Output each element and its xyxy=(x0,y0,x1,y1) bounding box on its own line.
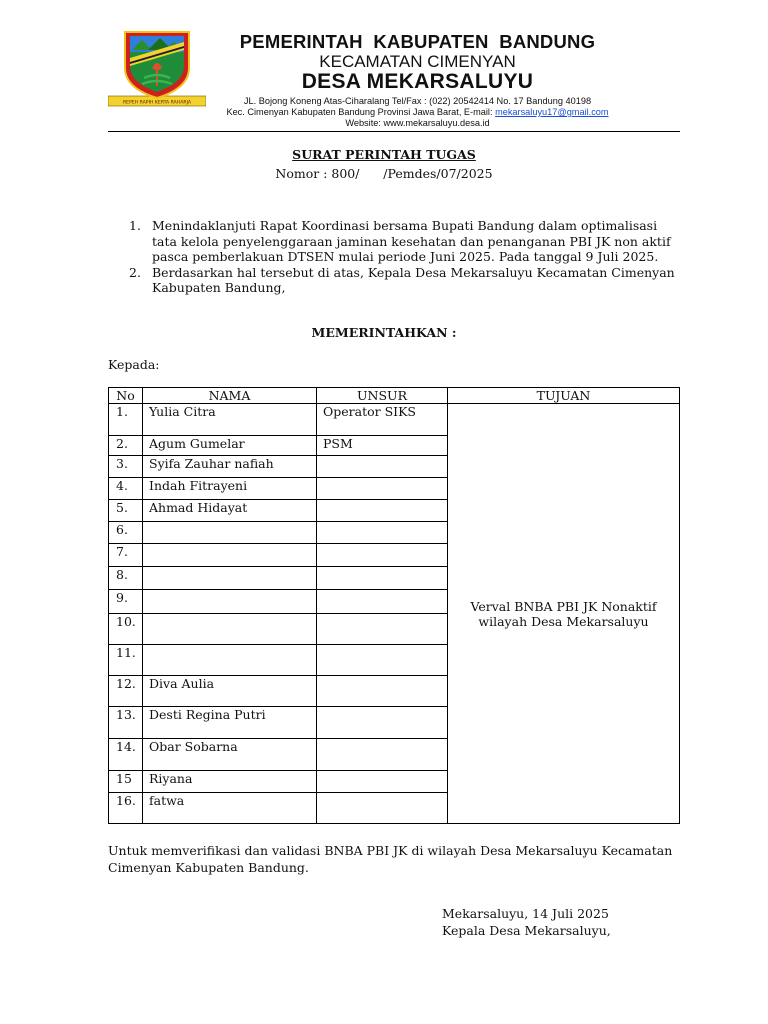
logo-ribbon-text: REPEH RAPIH KERTA RAHARJA xyxy=(122,100,192,106)
order-heading: MEMERINTAHKAN : xyxy=(311,325,457,340)
cell-nama: Yulia Citra xyxy=(143,404,317,436)
signature-place-date: Mekarsaluyu, 14 Juli 2025 xyxy=(442,906,609,921)
cell-no: 15 xyxy=(109,771,143,793)
cell-no: 4. xyxy=(109,478,143,500)
cell-no: 10. xyxy=(109,614,143,645)
letterhead-contact xyxy=(210,96,625,129)
signature-block xyxy=(442,905,611,939)
cell-nama xyxy=(143,614,317,645)
cell-unsur xyxy=(317,456,448,478)
list-item-text: Berdasarkan hal tersebut di atas, Kepala Desa Mekarsaluyu Kecamatan Cimenyan Kabupaten Bandung, xyxy=(152,264,675,296)
closing-paragraph: Untuk memverifikasi dan validasi BNBA PBI JK di wilayah Desa Mekarsaluyu Kecamatan Cimenyan Kabupaten Bandung. xyxy=(108,843,673,875)
list-item xyxy=(129,218,681,265)
cell-nama xyxy=(143,522,317,544)
letterhead-divider xyxy=(108,131,680,132)
list-item-text: Menindaklanjuti Rapat Koordinasi bersama Bupati Bandung dalam optimalisasi tata kelola penyelenggaraan jaminan kesehatan dan penanganan PBI JK non aktif pasca pemberlakuan DTSEN mulai periode Juni 2025. Pada tanggal 9 Juli 2025. xyxy=(152,218,671,265)
cell-no: 6. xyxy=(109,522,143,544)
cell-no: 16. xyxy=(109,793,143,824)
header-unsur: UNSUR xyxy=(317,388,448,404)
cell-unsur xyxy=(317,645,448,676)
cell-nama: Riyana xyxy=(143,771,317,793)
cell-unsur xyxy=(317,614,448,645)
cell-nama xyxy=(143,590,317,614)
cell-no: 12. xyxy=(109,676,143,707)
cell-no: 11. xyxy=(109,645,143,676)
cell-unsur xyxy=(317,567,448,590)
cell-tujuan: Verval BNBA PBI JK Nonaktif wilayah Desa Mekarsaluyu xyxy=(448,404,680,824)
cell-no: 1. xyxy=(109,404,143,436)
cell-nama: Agum Gumelar xyxy=(143,436,317,456)
cell-unsur xyxy=(317,500,448,522)
cell-no: 7. xyxy=(109,544,143,567)
header-nama: NAMA xyxy=(143,388,317,404)
assignment-table xyxy=(108,387,680,824)
cell-no: 13. xyxy=(109,707,143,739)
letterhead-website: Website: www.mekarsaluyu.desa.id xyxy=(345,118,490,128)
cell-unsur xyxy=(317,478,448,500)
header-tujuan: TUJUAN xyxy=(448,388,680,404)
cell-nama xyxy=(143,544,317,567)
table-row xyxy=(109,404,680,436)
cell-nama: Desti Regina Putri xyxy=(143,707,317,739)
email-link[interactable]: mekarsaluyu17@gmail.com xyxy=(495,107,609,117)
cell-unsur xyxy=(317,676,448,707)
signature-position: Kepala Desa Mekarsaluyu, xyxy=(442,923,611,938)
cell-nama: Obar Sobarna xyxy=(143,739,317,771)
cell-no: 14. xyxy=(109,739,143,771)
letterhead-district: KECAMATAN CIMENYAN xyxy=(319,52,516,71)
cell-no: 8. xyxy=(109,567,143,590)
cell-unsur xyxy=(317,793,448,824)
recipient-label: Kepada: xyxy=(108,357,160,372)
cell-unsur xyxy=(317,522,448,544)
cell-no: 3. xyxy=(109,456,143,478)
letterhead-village: DESA MEKARSALUYU xyxy=(301,70,534,93)
cell-unsur xyxy=(317,739,448,771)
table-header-row xyxy=(109,388,680,404)
cell-unsur xyxy=(317,590,448,614)
cell-no: 5. xyxy=(109,500,143,522)
cell-nama: Ahmad Hidayat xyxy=(143,500,317,522)
cell-nama: Syifa Zauhar nafiah xyxy=(143,456,317,478)
cell-no: 2. xyxy=(109,436,143,456)
letterhead-address-2 xyxy=(210,107,625,118)
cell-unsur: PSM xyxy=(317,436,448,456)
cell-nama: Indah Fitrayeni xyxy=(143,478,317,500)
letterhead-address-2-text: Kec. Cimenyan Kabupaten Bandung Provinsi Jawa Barat, E-mail: xyxy=(226,107,496,117)
list-item-number: 1. xyxy=(129,218,141,233)
letter-number: Nomor : 800/ /Pemdes/07/2025 xyxy=(275,166,493,181)
cell-nama: fatwa xyxy=(143,793,317,824)
cell-unsur xyxy=(317,707,448,739)
cell-unsur: Operator SIKS xyxy=(317,404,448,436)
cell-no: 9. xyxy=(109,590,143,614)
considerations-list xyxy=(129,218,681,296)
letter-title: SURAT PERINTAH TUGAS xyxy=(292,147,476,162)
cell-unsur xyxy=(317,771,448,793)
village-crest-logo xyxy=(108,28,206,110)
cell-unsur xyxy=(317,544,448,567)
letterhead-government: PEMERINTAH KABUPATEN BANDUNG xyxy=(239,31,596,52)
cell-nama xyxy=(143,567,317,590)
list-item-number: 2. xyxy=(129,264,141,280)
cell-nama: Diva Aulia xyxy=(143,676,317,707)
letterhead-address: JL. Bojong Koneng Atas-Ciharalang Tel/Fax : (022) 20542414 No. 17 Bandung 40198 xyxy=(243,96,592,106)
list-item xyxy=(129,265,681,296)
cell-nama xyxy=(143,645,317,676)
header-no: No xyxy=(109,388,143,404)
